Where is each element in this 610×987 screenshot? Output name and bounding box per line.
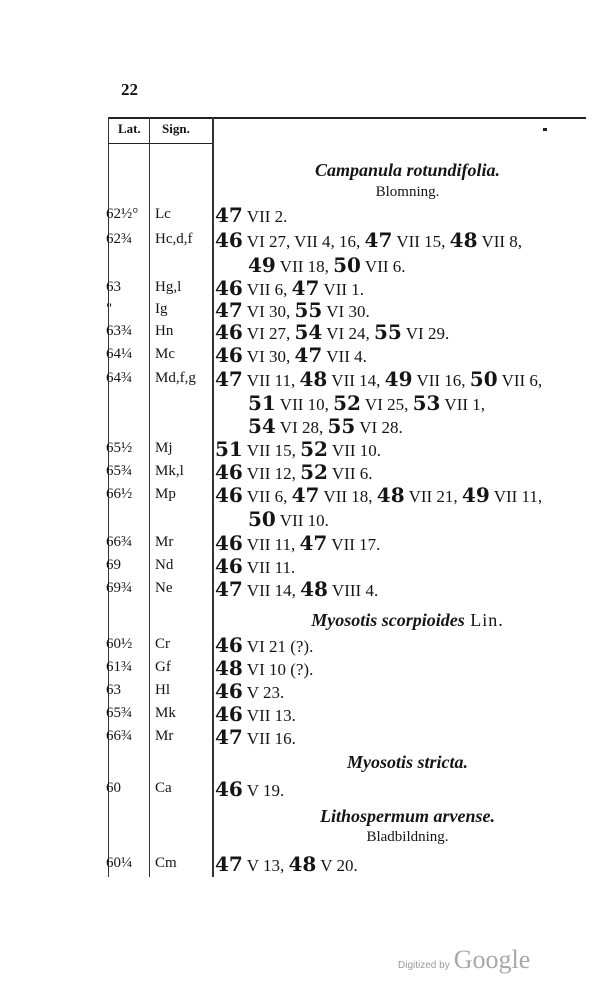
signature-cell: Mj [155, 440, 173, 456]
latitude-cell: 60 [106, 780, 121, 796]
observation-line: 46 VI 30, 47 VII 4. [215, 343, 367, 367]
observation-line: 46 VII 12, 52 VII 6. [215, 460, 373, 484]
observation-line: 46 V 23. [215, 679, 285, 703]
signature-cell: Hg,l [155, 279, 182, 295]
species-heading: Lithospermum arvense. [319, 806, 495, 826]
observation-line: 47 VII 14, 48 VIII 4. [215, 577, 379, 601]
table-top-rule [108, 117, 586, 119]
latitude-cell: 69¾ [106, 580, 133, 596]
google-logo: Google [453, 945, 531, 974]
column-header-lat: Lat. [118, 121, 141, 136]
observation-line: 47 VII 11, 48 VII 14, 49 VII 16, 50 VII 6, [215, 367, 543, 391]
latitude-cell: 61¾ [106, 659, 133, 675]
latitude-cell: 64¾ [106, 370, 133, 386]
latitude-cell: 63 [106, 682, 121, 698]
latitude-cell: 60½ [106, 636, 133, 652]
observation-line: 47 VI 30, 55 VI 30. [215, 298, 370, 322]
latitude-cell: 62½° [106, 206, 139, 222]
observation-line: 51 VII 15, 52 VII 10. [215, 437, 382, 461]
observation-line: 46 VII 11. [215, 554, 296, 578]
signature-cell: Mr [155, 728, 174, 744]
observation-line: 50 VII 10. [248, 507, 329, 531]
latitude-cell: 66¾ [106, 728, 133, 744]
column-divider-middle [149, 117, 150, 877]
signature-cell: Hn [155, 323, 174, 339]
observation-line: 46 VI 27, VII 4, 16, 47 VII 15, 48 VII 8, [215, 228, 523, 252]
latitude-cell: 65½ [106, 440, 133, 456]
signature-cell: Cm [155, 855, 177, 871]
signature-cell: Mc [155, 346, 175, 362]
page-number: 22 [121, 80, 138, 99]
observation-line: 46 VII 13. [215, 702, 296, 726]
observation-line: 46 VII 6, 47 VII 1. [215, 276, 365, 300]
species-author: Lin. [464, 610, 504, 630]
observation-line: 49 VII 18, 50 VII 6. [248, 253, 406, 277]
signature-cell: Ig [155, 301, 168, 317]
signature-cell: Ne [155, 580, 173, 596]
signature-cell: Gf [155, 659, 171, 675]
digitized-by-google-watermark [398, 945, 530, 975]
signature-cell: Mk [155, 705, 176, 721]
phase-heading: Bladbildning. [366, 829, 449, 845]
latitude-cell: 63 [106, 279, 121, 295]
latitude-cell: 66½ [106, 486, 133, 502]
signature-cell: Nd [155, 557, 174, 573]
latitude-cell: 62¾ [106, 231, 133, 247]
signature-cell: Cr [155, 636, 170, 652]
signature-cell: Hc,d,f [155, 231, 193, 247]
latitude-cell: 65¾ [106, 463, 133, 479]
signature-cell: Lc [155, 206, 171, 222]
latitude-cell: 69 [106, 557, 121, 573]
observation-line: 51 VII 10, 52 VI 25, 53 VII 1, [248, 391, 486, 415]
latitude-cell: 64¼ [106, 346, 133, 362]
observation-line: 46 VII 6, 47 VII 18, 48 VII 21, 49 VII 11, [215, 483, 543, 507]
header-mark [543, 128, 547, 131]
observation-line: 46 VI 27, 54 VI 24, 55 VI 29. [215, 320, 450, 344]
observation-line: 47 VII 2. [215, 203, 288, 227]
signature-cell: Hl [155, 682, 170, 698]
latitude-cell: 66¾ [106, 534, 133, 550]
latitude-cell: 60¼ [106, 855, 133, 871]
phase-heading: Blomning. [375, 184, 440, 200]
observation-line: 46 VII 11, 47 VII 17. [215, 531, 381, 555]
observation-line: 46 VI 21 (?). [215, 633, 314, 657]
observation-line: 54 VI 28, 55 VI 28. [248, 414, 403, 438]
signature-cell: Mr [155, 534, 174, 550]
signature-cell: Mp [155, 486, 176, 502]
signature-cell: Mk,l [155, 463, 184, 479]
observation-line: 48 VI 10 (?). [215, 656, 314, 680]
latitude-cell: 63¾ [106, 323, 133, 339]
watermark-prefix: Digitized by [398, 960, 450, 971]
observation-line: 47 V 13, 48 V 20. [215, 852, 358, 876]
latitude-cell: 65¾ [106, 705, 133, 721]
observation-line: 46 V 19. [215, 777, 285, 801]
table-header-rule [108, 143, 213, 144]
column-header-sign: Sign. [162, 121, 190, 136]
column-divider-right [212, 117, 214, 877]
species-heading: Campanula rotundifolia. [314, 160, 501, 180]
species-heading: Myosotis stricta. [346, 752, 468, 772]
observation-line: 47 VII 16. [215, 725, 296, 749]
signature-cell: Md,f,g [155, 370, 196, 386]
latitude-cell: " [106, 301, 113, 317]
species-heading: Myosotis scorpioides Lin. [311, 610, 504, 630]
signature-cell: Ca [155, 780, 172, 796]
